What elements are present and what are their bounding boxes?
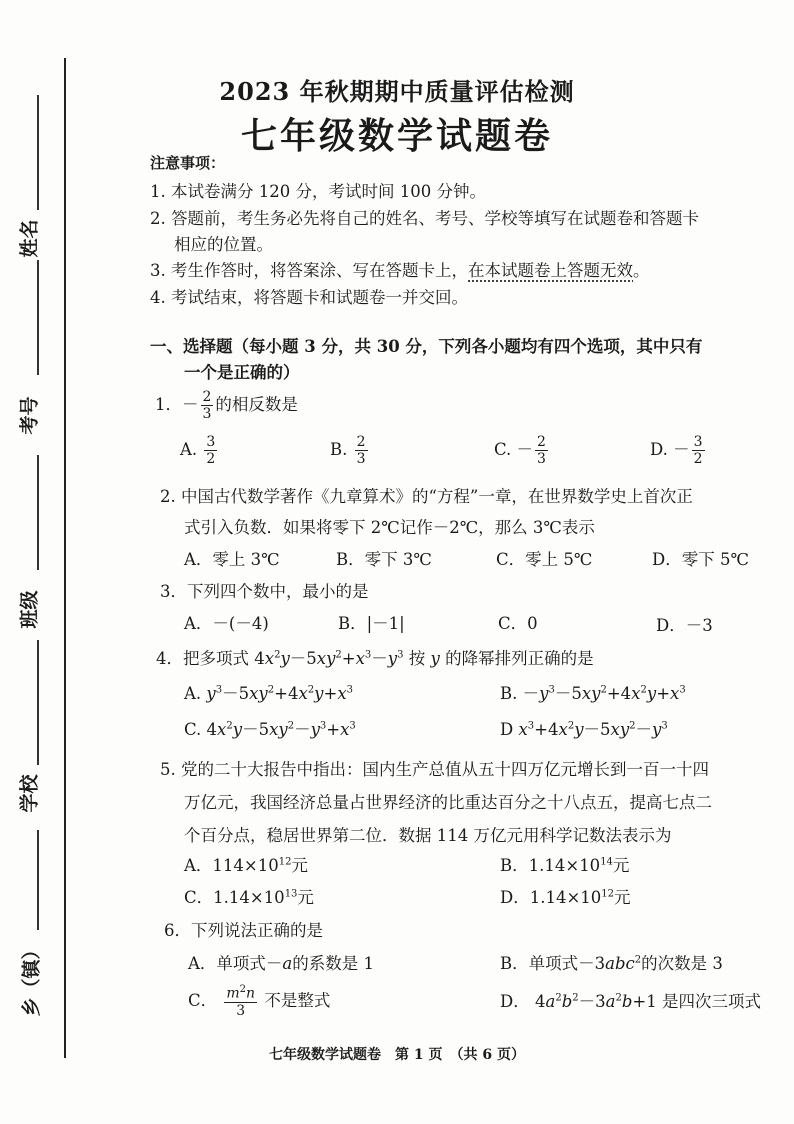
q6-b-post: 的次数是 3 — [641, 954, 723, 973]
page-footer: 七年级数学试题卷 第 1 页 （共 6 页） — [269, 1047, 525, 1063]
question-5-stem: 5. 党的二十大报告中指出：国内生产总值从五十四万亿元增长到一百一十四 — [160, 760, 709, 779]
q1-option-d: D. － $\frac{3}{2}$ — [650, 434, 703, 467]
q1-c-num: 2 — [537, 434, 546, 450]
q1-c-label: C. — [494, 440, 512, 459]
q4-tail: 的降幂排列正确的是 — [445, 649, 594, 668]
question-2-stem-cont: 式引入负数．如果将零下 2℃记作－2℃，那么 3℃表示 — [184, 518, 595, 537]
q1-frac-den: 3 — [202, 406, 212, 422]
q6-a-pre: A．单项式－ — [188, 954, 283, 973]
q5-a-text: A．114×10 — [184, 856, 279, 875]
q1-option-c: C. － $\frac{2}{3}$ — [494, 434, 546, 467]
q1-c-den: 3 — [537, 451, 546, 467]
note-2: 2. 答题前，考生务必先将自己的姓名、考号、学校等填写在试题卷和答题卡 — [150, 209, 699, 228]
q4-option-a: A. $y^3-5xy^2+4x^2y+x^3$ — [184, 684, 353, 703]
q1-b-num: 2 — [356, 434, 366, 450]
q5-option-c — [184, 884, 314, 908]
q6-c-label: C． — [188, 990, 218, 1010]
q5-d-text: D．1.14×10 — [500, 888, 602, 907]
q6-b-var: abc — [605, 954, 635, 973]
q6-option-d — [500, 988, 761, 1012]
q5-option-d — [500, 884, 631, 908]
q5-option-a — [184, 852, 308, 876]
q4-lead: 4．把多项式 — [156, 649, 249, 668]
q4-option-b: B. $-y^3-5xy^2+4x^2y+x^3$ — [500, 684, 686, 703]
q6-b-pre: B．单项式－3 — [500, 954, 606, 973]
q1-number: 1． — [155, 395, 182, 414]
question-5-stem-cont1: 万亿元，我国经济总量占世界经济的比重达百分之十八点五，提高七点二 — [184, 793, 712, 812]
q6-option-b: B．单项式－3abc$^2$的次数是 3 — [500, 954, 723, 973]
q1-fraction — [201, 390, 214, 421]
q1-frac-num: 2 — [202, 389, 212, 405]
name-field-label: 姓名 — [18, 219, 41, 258]
q5-a-unit: 元 — [291, 856, 308, 875]
q6-d-post: 是四次三项式 — [662, 992, 761, 1011]
class-field-line — [37, 455, 39, 570]
q2-option-b: B．零下 3℃ — [336, 550, 432, 569]
q5-option-b — [500, 852, 629, 876]
q6-option-a — [188, 950, 374, 974]
question-1-stem: 1．－ $\frac{2}{3}$ 的相反数是 — [155, 389, 298, 422]
q1-a-fraction — [204, 435, 217, 466]
q1-b-den: 3 — [356, 451, 366, 467]
q3-option-c: C．0 — [498, 614, 538, 633]
note-3-text: 3. 考生作答时，将答案涂、写在答题卡上， — [150, 261, 468, 280]
q5-d-exp: 12 — [601, 888, 615, 900]
note-3-emphasis: 在本试题卷上答题无效 — [468, 261, 633, 280]
question-4-stem — [156, 645, 594, 669]
question-6-stem: 6．下列说法正确的是 — [164, 921, 323, 940]
q6-c-post: 不是整式 — [264, 990, 331, 1010]
question-2-stem: 2. 中国古代数学著作《九章算术》的“方程”一章，在世界数学史上首次正 — [160, 487, 693, 506]
q1-option-b — [330, 435, 370, 466]
class-field-label: 班级 — [18, 590, 41, 629]
section1-heading: 一、选择题（每小题 3 分，共 30 分，下列各小题均有四个选项，其中只有 — [150, 337, 703, 356]
q4-a-label: A. — [184, 684, 202, 703]
q4-mid: 按 — [408, 649, 426, 668]
q1-d-num: 3 — [693, 434, 703, 450]
q3-option-a: A．－(－4) — [184, 614, 269, 633]
q6-option-c — [188, 985, 330, 1018]
exam-no-field-line — [37, 260, 39, 375]
exam-title: 七年级数学试题卷 — [240, 115, 553, 157]
note-1: 1. 本试卷满分 120 分，考试时间 100 分钟。 — [150, 182, 486, 201]
township-field-label: 乡（镇） — [20, 940, 43, 1017]
notes-heading: 注意事项： — [150, 154, 226, 172]
q4-var: y — [430, 649, 440, 668]
school-field-line — [37, 640, 39, 765]
q6-d-expression: $4a^2b^2-3a^2b+1$ — [534, 992, 657, 1011]
q5-c-exp: 13 — [284, 888, 298, 900]
q5-b-exp: 14 — [600, 856, 613, 868]
q5-b-unit: 元 — [612, 856, 630, 875]
q5-a-exp: 12 — [278, 856, 292, 868]
q1-d-label: D. — [650, 440, 668, 459]
q1-b-fraction — [355, 435, 368, 466]
q4-d-label: D — [500, 720, 514, 739]
school-field-label: 学校 — [18, 774, 41, 813]
q1-d-fraction — [692, 435, 705, 466]
q5-c-text: C．1.14×10 — [184, 888, 285, 907]
q1-suffix: 的相反数是 — [215, 395, 298, 414]
q6-c-num: $m^2n$ — [226, 984, 256, 1002]
binding-margin-line — [64, 58, 66, 1058]
note-2-cont: 相应的位置。 — [174, 235, 273, 254]
q5-b-text: B．1.14×10 — [500, 856, 601, 875]
note-3-period: 。 — [633, 261, 650, 280]
q1-c-fraction — [535, 435, 548, 466]
q1-a-label: A. — [180, 440, 198, 459]
q1-d-den: 2 — [693, 451, 703, 467]
q1-a-den: 2 — [206, 451, 216, 467]
q1-option-a — [180, 435, 219, 466]
q2-option-c: C．零上 5℃ — [496, 550, 593, 569]
q6-c-den: 3 — [236, 1002, 246, 1019]
q6-d-label: D． — [500, 992, 530, 1011]
q4-polynomial: $4x^2y-5xy^2+x^3-y^3$ — [254, 649, 404, 668]
question-5-stem-cont2: 个百分点，稳居世界第二位．数据 114 万亿元用科学记数法表示为 — [184, 826, 672, 845]
q3-option-b: B．|－1| — [338, 614, 405, 633]
exam-subtitle: 2023 年秋期期中质量评估检测 — [219, 77, 575, 106]
q4-c-label: C. — [184, 720, 202, 739]
q3-option-d: D．－3 — [656, 616, 713, 635]
q6-a-post: 的系数是 1 — [292, 954, 375, 973]
section1-heading-cont: 一个是正确的） — [184, 363, 300, 382]
q4-option-c: C. $4x^2y-5xy^2-y^3+x^3$ — [184, 720, 356, 739]
q1-a-num: 3 — [206, 434, 216, 450]
q1-b-label: B. — [330, 440, 348, 459]
exam-no-field-label: 考号 — [18, 396, 41, 435]
q5-c-unit: 元 — [297, 888, 314, 907]
q5-d-unit: 元 — [614, 888, 631, 907]
q6-a-var: a — [282, 954, 293, 973]
q4-option-d: D $x^3+4x^2y-5xy^2-y^3$ — [500, 720, 668, 739]
township-field-line — [37, 830, 39, 930]
question-3-stem: 3．下列四个数中，最小的是 — [160, 582, 369, 601]
q4-b-label: B. — [500, 684, 518, 703]
note-3 — [150, 257, 650, 281]
q6-c-fraction — [224, 985, 257, 1018]
q2-option-d: D．零下 5℃ — [652, 550, 749, 569]
note-4: 4. 考试结束，将答题卡和试题卷一并交回。 — [150, 288, 468, 307]
q2-option-a: A．零上 3℃ — [184, 550, 280, 569]
